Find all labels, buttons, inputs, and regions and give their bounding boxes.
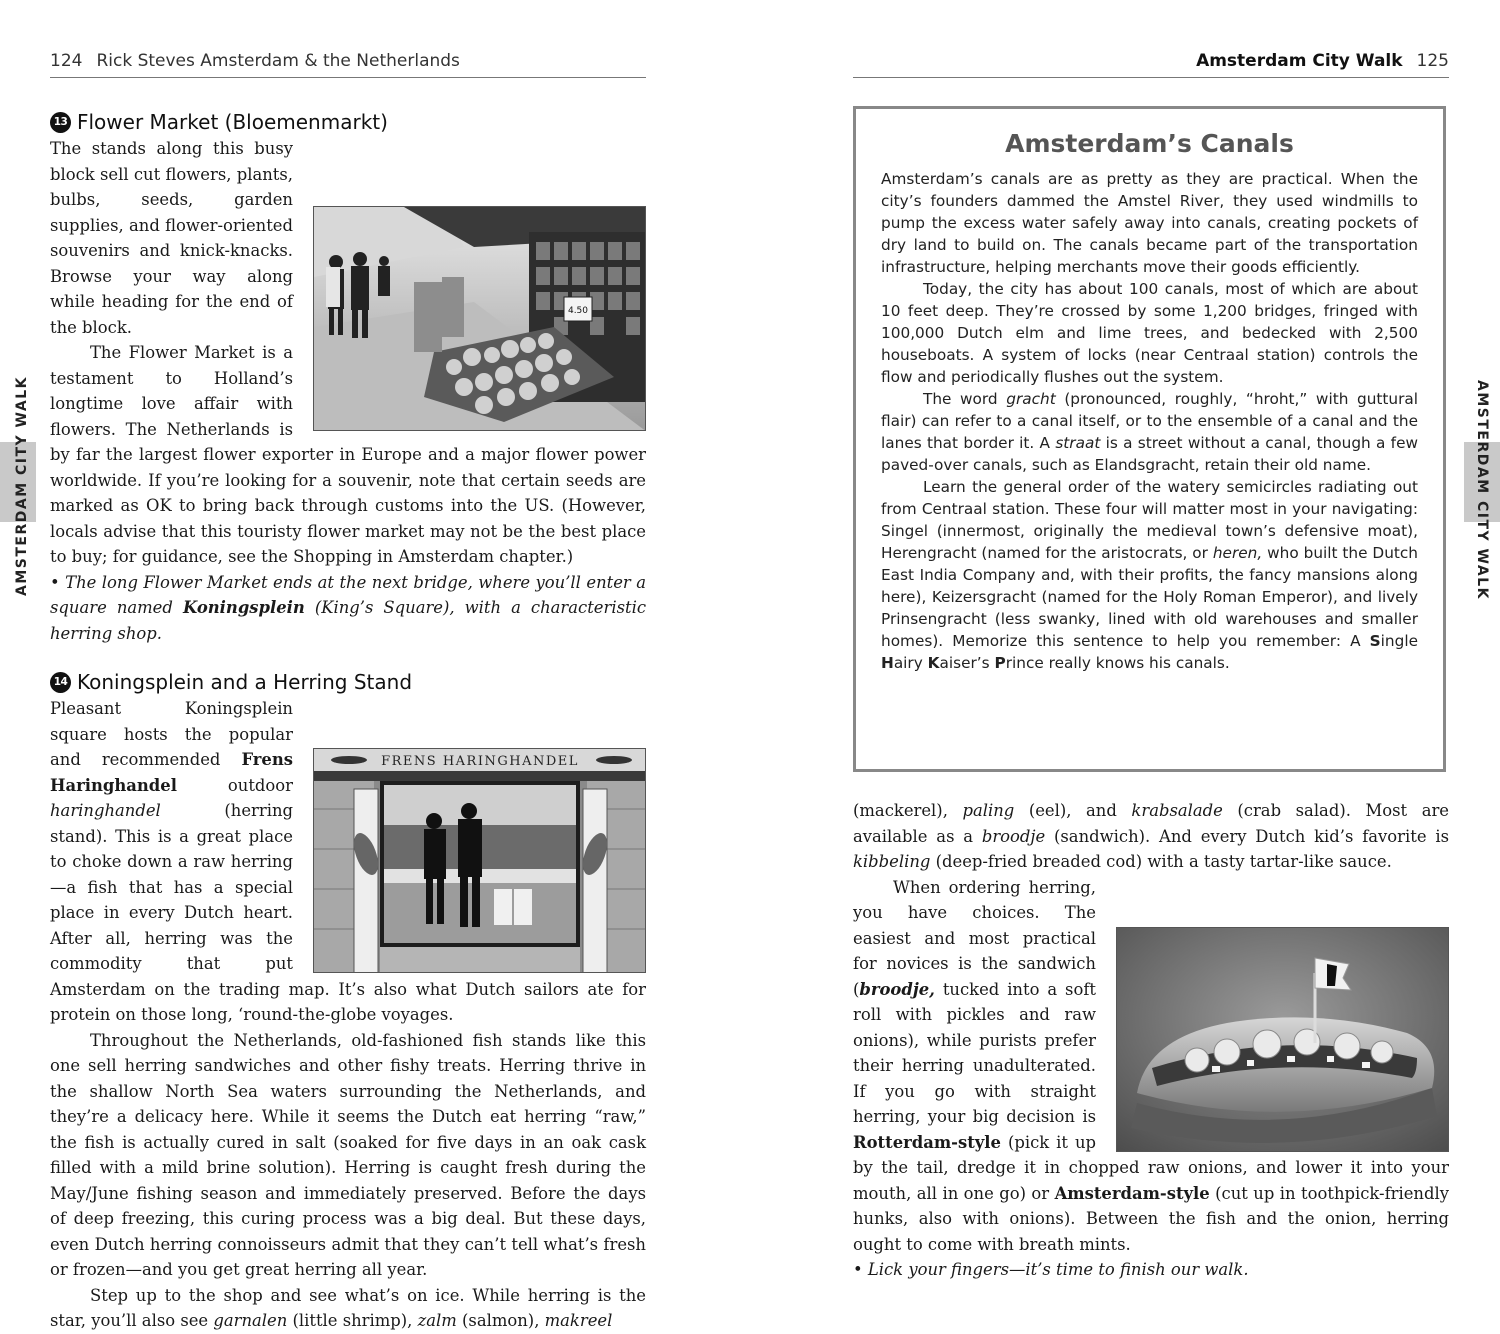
right-page bbox=[750, 0, 1500, 1334]
text-run: airy bbox=[893, 654, 928, 672]
flower-market-illustration bbox=[314, 207, 646, 431]
paragraph: The stands along this busy block sell cut flowers, plants, bulbs, seeds, garden supplies, and flower-oriented souvenirs and knick-knacks. Browse your way along while heading for the end of the block. bbox=[50, 139, 293, 337]
text-run: aiser’s bbox=[939, 654, 995, 672]
text-run: The word bbox=[923, 390, 1007, 408]
direction-note bbox=[50, 570, 646, 647]
text-run: (deep-fried breaded cod) with a tasty tartar-like sauce. bbox=[930, 852, 1392, 871]
herring-style-term: Amsterdam-style bbox=[1054, 1183, 1210, 1203]
dutch-term: paling bbox=[962, 801, 1015, 820]
text-run: rince really knows his canals. bbox=[1005, 654, 1230, 672]
sidebar-paragraph bbox=[881, 388, 1418, 476]
herring-style-term: Rotterdam-style bbox=[853, 1132, 1001, 1152]
text-run: (sandwich). And every Dutch kid’s favorite is bbox=[1045, 826, 1449, 846]
paragraph: Throughout the Netherlands, old-fashioned fish stands like this one sell herring sandwiches and other fishy treats. Herring thrive in the shallow North Sea waters surrounding the Netherlands, and they’re a delicacy here. While it seems the Dutch eat herring “raw,” the fish is actually cured in salt (soaked for five days in an oak cask filled with a mild brine solution). Herring is caught fresh during the May/June fishing season and immediately preserved. Before the days of deep freezing, this curing process was a big deal. But these days, even Dutch herring connoisseurs admit that they can’t tell what’s fresh or frozen—and you get great herring all year. bbox=[50, 1030, 646, 1279]
sidebar-title: Amsterdam’s Canals bbox=[1005, 129, 1294, 158]
flower-market-photo bbox=[313, 206, 646, 431]
section-number-badge: 13 bbox=[50, 112, 71, 133]
text-run: tucked into a soft roll with pickles and raw onions), while purists prefer their herring unadulterated. If you go with straight herring, your big decision is bbox=[853, 979, 1096, 1126]
text-run: (little shrimp), bbox=[287, 1311, 418, 1330]
dutch-term: broodje bbox=[981, 826, 1046, 846]
herring-stand-photo bbox=[313, 748, 646, 973]
text-run: ingle bbox=[1380, 632, 1418, 650]
sidebar-paragraph: Amsterdam’s canals are as pretty as they are practical. When the city’s founders dammed the Amstel River, they used windmills to pump the excess water safely away into canals, creating pockets of dry land to build on. The canals became part of the transportation infrastructure, helping merchants move their goods efficiently. bbox=[881, 170, 1418, 276]
direction-note: • Lick your fingers—it’s time to finish our walk. bbox=[853, 1260, 1249, 1279]
text-run: (eel), and bbox=[1014, 801, 1132, 820]
text-run: (cut up in toothpick-friendly hunks, also with onions). Between the fish and the onion, herring ought to come with breath mints. bbox=[853, 1183, 1449, 1254]
sidebar-paragraph bbox=[881, 476, 1418, 674]
price-tag-text: 4.50 bbox=[567, 306, 589, 316]
mnemonic-letter: K bbox=[927, 654, 940, 672]
text-run: Pleasant Koningsplein square hosts the popular and recommended bbox=[50, 699, 293, 769]
text-run: who built the Dutch East India Company and, with their profits, the fancy mansions along here), Keizersgracht (named for the Holy Roman Emperor), and lively Prinsengracht (less swanky, lined with old warehouses and smaller homes). Memorize this sentence to help you remember: A bbox=[881, 544, 1418, 650]
text-run: outdoor bbox=[176, 775, 293, 795]
side-label: AMSTERDAM CITY WALK bbox=[14, 376, 30, 596]
paragraph: The Flower Market is a testament to Holland’s longtime love affair with flowers. The Netherlands is by far the largest flower exporter in Europe and a major flower power worldwide. If you’re looking for a souvenir, note that certain seeds are marked as OK to bring back through customs into the US. (However, locals advise that this touristy flower market may not be the best place to buy; for guidance, see the Shopping in Amsterdam chapter.) bbox=[50, 343, 646, 566]
running-head bbox=[50, 44, 646, 78]
stand-sign-text: FRENS HARINGHANDEL bbox=[381, 754, 579, 769]
dutch-term: garnalen bbox=[213, 1311, 288, 1330]
dutch-term: krabsalade bbox=[1131, 801, 1223, 820]
sidebar-paragraph: Today, the city has about 100 canals, most of which are about 10 feet deep. They’re crossed by some 1,200 bridges, fringed with 100,000 Dutch elm and lime trees, and bedecked with 2,500 houseboats. A system of locks (near Centraal station) controls the flow and periodically flushes out the system. bbox=[881, 280, 1418, 386]
mnemonic-letter: H bbox=[881, 654, 894, 672]
herring-stand-illustration bbox=[314, 749, 646, 973]
text-run: (crab salad). Most are available as a bbox=[853, 801, 1449, 846]
dutch-term: straat bbox=[1055, 434, 1101, 452]
running-head-title: Rick Steves Amsterdam & the Netherlands bbox=[96, 50, 460, 71]
herring-sandwich-illustration bbox=[1117, 928, 1449, 1152]
mnemonic-letter: S bbox=[1369, 632, 1381, 650]
text-run: Learn the general order of the watery semicircles radiating out from Centraal station. These four will matter most in your navigating: Singel (innermost, originally the medieval town’s defensive moat), Herengracht (named for the aristocrats, or bbox=[881, 478, 1418, 562]
section-title: Koningsplein and a Herring Stand bbox=[77, 670, 413, 694]
section-title: Flower Market (Bloemenmarkt) bbox=[77, 110, 388, 134]
direction-text: • The long Flower Market ends at the next bridge, where you’ll enter a square named bbox=[50, 572, 646, 617]
page-number: 125 bbox=[1416, 50, 1449, 71]
mnemonic-letter: P bbox=[994, 654, 1006, 672]
paragraph bbox=[50, 1283, 646, 1334]
text-run: When ordering herring, you have choices. The easiest and most practical for novices is the sandwich ( bbox=[853, 877, 1096, 999]
dutch-term: makreel bbox=[544, 1311, 613, 1330]
text-run: (pronounced, roughly, “hroht,” with guttural flair) can refer to a canal itself, or to the ensemble of a canal and the lanes that border it. A bbox=[881, 390, 1418, 452]
place-name: Koningsplein bbox=[182, 598, 305, 617]
text-run: (mackerel), bbox=[853, 801, 963, 820]
dutch-term: haringhandel bbox=[50, 801, 161, 820]
section-number-badge: 14 bbox=[50, 672, 71, 693]
dutch-term: broodje, bbox=[859, 979, 935, 999]
canals-sidebar-box bbox=[853, 106, 1446, 772]
running-head bbox=[853, 44, 1449, 78]
text-run: (salmon), bbox=[456, 1311, 545, 1330]
business-name: Frens Haringhandel bbox=[50, 750, 293, 795]
running-head-title: Amsterdam City Walk bbox=[1196, 50, 1403, 71]
paragraph bbox=[853, 798, 1449, 875]
side-label: AMSTERDAM CITY WALK bbox=[1474, 380, 1490, 600]
dutch-term: heren, bbox=[1212, 544, 1263, 562]
dutch-term: kibbeling bbox=[853, 852, 931, 871]
text-run: is a street without a canal, though a few paved-over canals, such as Elandsgracht, retain their old name. bbox=[881, 434, 1418, 474]
dutch-term: zalm bbox=[417, 1311, 457, 1330]
dutch-term: gracht bbox=[1006, 390, 1056, 408]
direction-text: (King’s Square), with a characteristic herring shop. bbox=[50, 598, 647, 643]
section-heading bbox=[50, 668, 646, 696]
left-content bbox=[50, 108, 646, 1334]
right-content bbox=[853, 798, 1449, 1283]
section-heading bbox=[50, 108, 646, 136]
text-run: (herring stand). This is a great place to choke down a raw herring—a fish that has a special place in every Dutch heart. After all, herring was the commodity that put Amsterdam on the trading map. It’s also what Dutch sailors ate for protein on those long, ‘round-the-globe voyages. bbox=[50, 801, 646, 1024]
text-run: (pick it up by the tail, dredge it in chopped raw onions, and lower it into your mouth, all in one go) or bbox=[853, 1132, 1449, 1203]
page-number: 124 bbox=[50, 50, 83, 71]
herring-sandwich-photo bbox=[1116, 927, 1449, 1152]
text-run: Step up to the shop and see what’s on ice. While herring is the star, you’ll also see bbox=[50, 1285, 646, 1330]
